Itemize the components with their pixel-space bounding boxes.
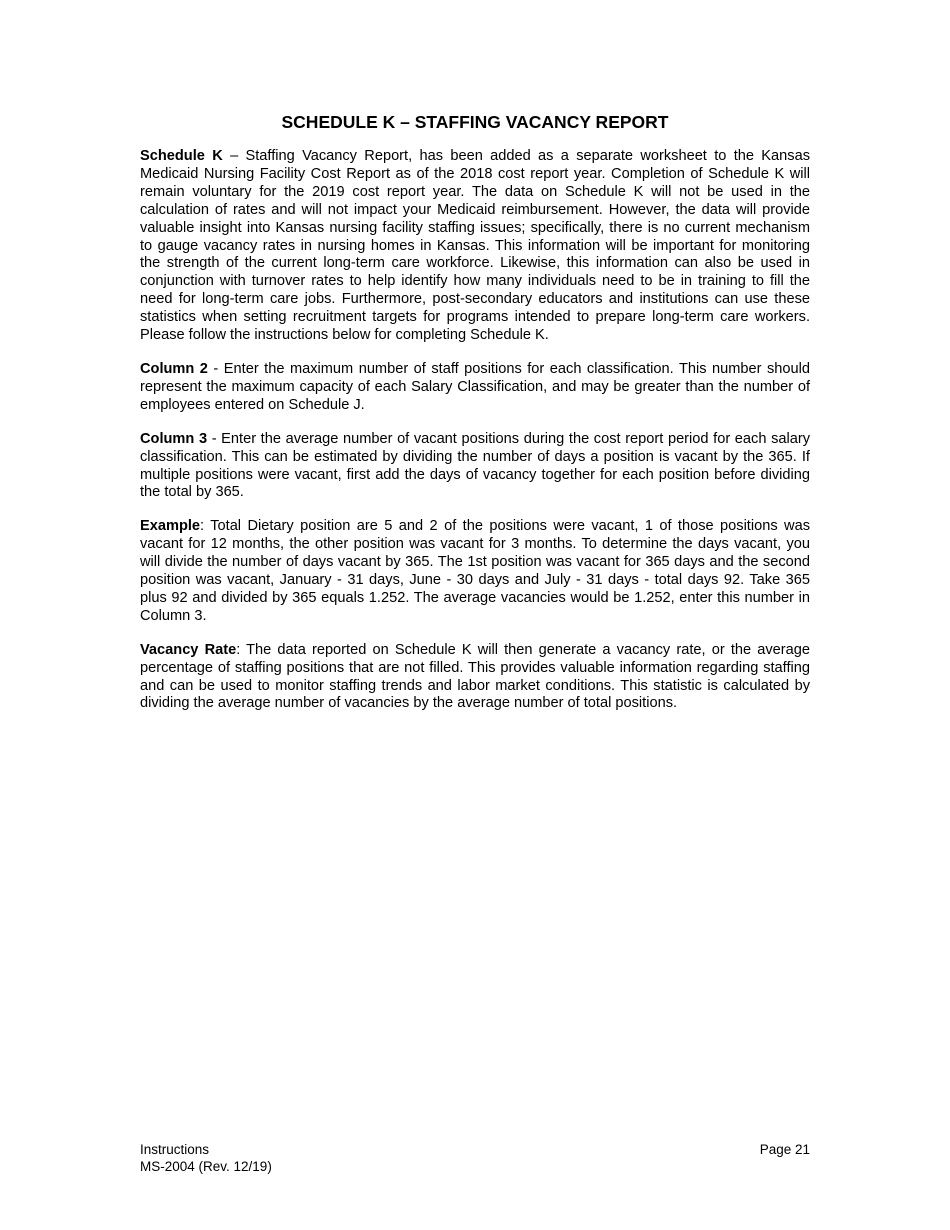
- document-body: [140, 148, 810, 729]
- footer-section-label: Instructions: [140, 1142, 210, 1157]
- page-title: SCHEDULE K – STAFFING VACANCY REPORT: [281, 112, 669, 132]
- column3-lead: Column 3: [140, 430, 208, 447]
- vacancy-rate-text: : The data reported on Schedule K will then generate a vacancy rate, or the average percentage of staffing positions that are not filled. This provides valuable information regarding staffing and can be used to monitor staffing trends and labor market conditions. This statistic is calculated by dividing the average number of vacancies by the average number of total positions.: [140, 641, 810, 712]
- column3-text: - Enter the average number of vacant positions during the cost report period for each salary classification. This can be estimated by dividing the number of days a position is vacant by the 365. If multiple positions were vacant, first add the days of vacancy together for each position before dividing the total by 365.: [140, 430, 810, 501]
- intro-lead: Schedule K: [140, 148, 223, 164]
- example-paragraph: [140, 518, 810, 625]
- vacancy-rate-paragraph: [140, 642, 810, 714]
- column2-text: - Enter the maximum number of staff positions for each classification. This number should represent the maximum capacity of each Salary Classification, and may be greater than the number of employees entered on Schedule J.: [140, 360, 811, 413]
- column2-lead: Column 2: [140, 360, 208, 377]
- column3-paragraph: [140, 431, 810, 503]
- intro-text: – Staffing Vacancy Report, has been added as a separate worksheet to the Kansas Medicaid Nursing Facility Cost Report as of the 2018 cost report year. Completion of Schedule K will remain voluntary for the 2019 cost report year. The data on Schedule K will not be used in the calculation of rates and will not impact your Medicaid reimbursement. However, the data will provide valuable insight into Kansas nursing facility staffing issues; specifically, there is no current mechanism to gauge vacancy rates in nursing homes in Kansas. This information will be important for monitoring the strength of the current long-term care workforce. Likewise, this information can also be used in conjunction with turnover rates to help identify how many individuals need to be in training to fill the need for long-term care jobs. Furthermore, post-secondary educators and institutions can use these statistics when setting recruitment targets for programs intended to prepare long-term care workers. Please follow the instructions below for completing Schedule K.: [140, 148, 810, 344]
- example-text: : Total Dietary position are 5 and 2 of the positions were vacant, 1 of those positions was vacant for 12 months, the other position was vacant for 3 months. To determine the days vacant, you will divide the number of days vacant by 365. The 1st position was vacant for 365 days and the second position was vacant, January - 31 days, June - 30 days and July - 31 days - total days 92. Take 365 plus 92 and divided by 365 equals 1.252. The average vacancies would be 1.252, enter this number in Column 3.: [140, 518, 810, 624]
- vacancy-rate-lead: Vacancy Rate: [140, 641, 237, 658]
- footer-left: [140, 1141, 272, 1175]
- example-lead: Example: [140, 518, 201, 535]
- footer-form-number: MS-2004 (Rev. 12/19): [140, 1159, 272, 1174]
- column2-paragraph: [140, 361, 810, 415]
- page-number: Page 21: [759, 1142, 810, 1157]
- intro-paragraph: [140, 148, 810, 345]
